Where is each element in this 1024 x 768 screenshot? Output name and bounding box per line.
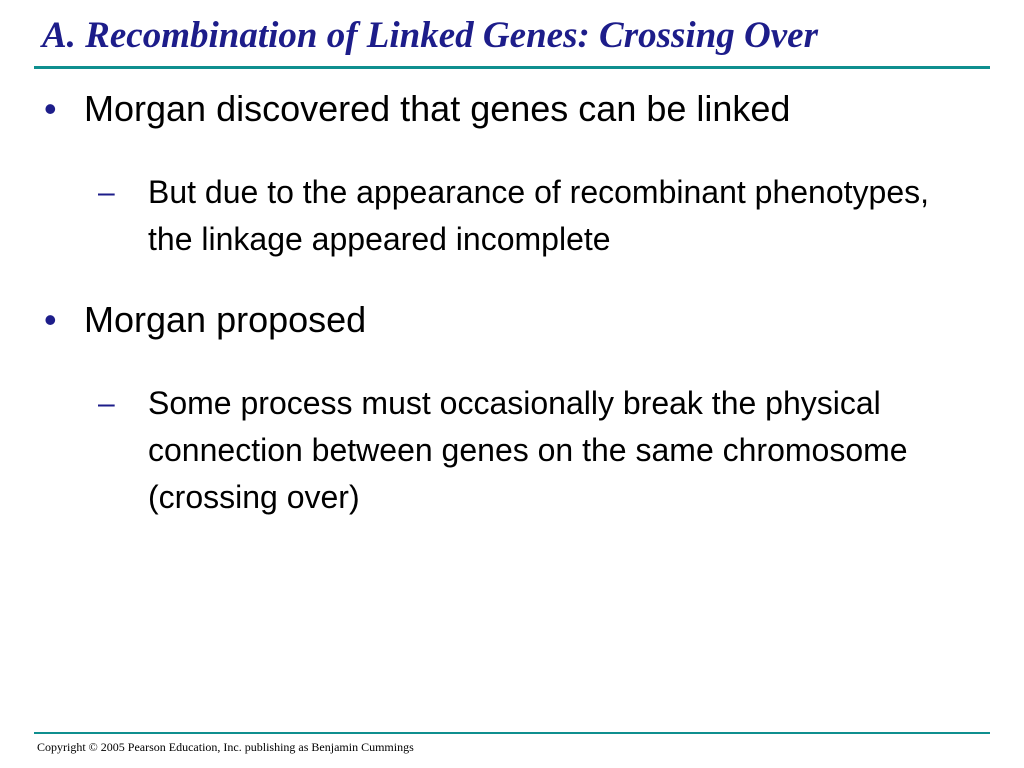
sub-bullet-marker: – xyxy=(98,387,115,420)
footer-divider xyxy=(34,732,990,734)
sub-bullet-text: But due to the appearance of recombinant phenotypes, the linkage appeared incomplete xyxy=(148,174,929,257)
sub-bullet-marker: – xyxy=(98,176,115,209)
copyright-footer: Copyright © 2005 Pearson Education, Inc. publishing as Benjamin Cummings xyxy=(37,740,414,754)
bullet-text: Morgan discovered that genes can be linked xyxy=(84,88,791,129)
bullet-marker: • xyxy=(44,299,57,340)
bullet-marker: • xyxy=(44,88,57,129)
sub-bullet-text: Some process must occasionally break the physical connection between genes on the same chromosome (crossing over) xyxy=(148,385,908,515)
bullet-text: Morgan proposed xyxy=(84,299,367,340)
slide-title: A. Recombination of Linked Genes: Crossing Over xyxy=(42,15,818,56)
